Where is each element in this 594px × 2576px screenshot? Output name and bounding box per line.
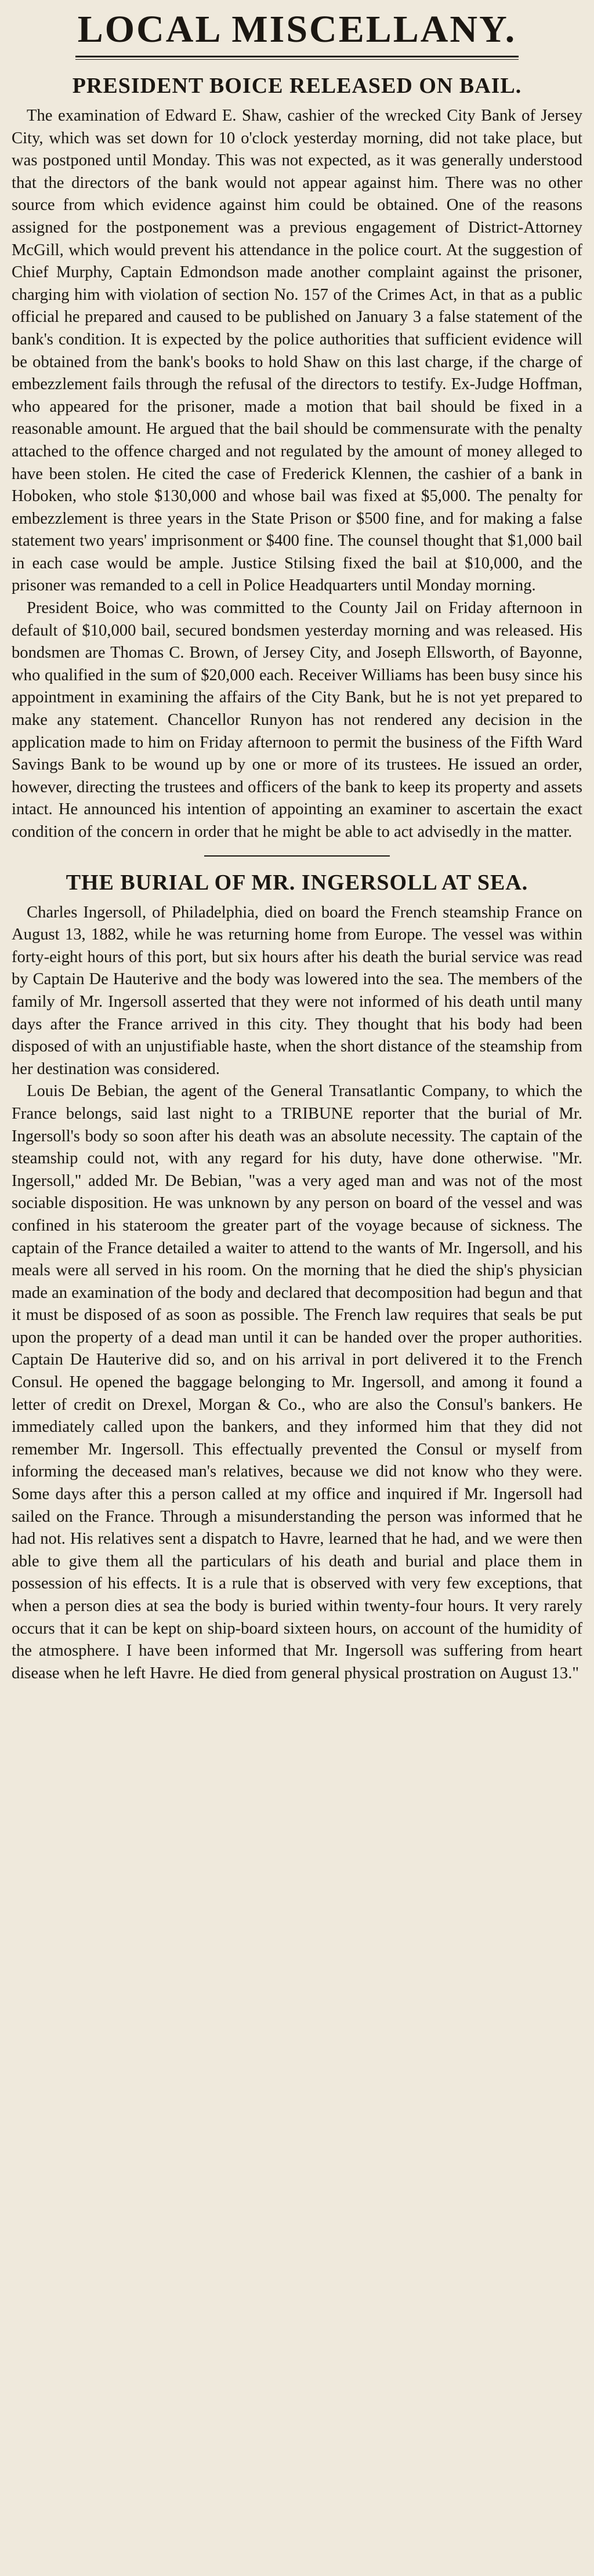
article-ingersoll (12, 869, 582, 1685)
article-body (12, 902, 582, 1685)
article-paragraph: Louis De Bebian, the agent of the General Transatlantic Company, to which the France belongs, said last night to a TRIBUNE reporter that the burial of Mr. Ingersoll's body so soon after his death was an absolute necessity. The captain of the steamship could not, with any regard for his duty, have done otherwise. "Mr. Ingersoll," added Mr. De Bebian, "was a very aged man and was not of the most sociable disposition. He was unknown by any person on board of the vessel and was confined in his stateroom the greater part of the voyage because of sickness. The captain of the France detailed a waiter to attend to the wants of Mr. Ingersoll, and his meals were all served in his room. On the morning that he died the ship's physician made an examination of the body and declared that decomposition had begun and that it must be disposed of as soon as possible. The French law requires that seals be put upon the property of a dead man until it can be handed over the proper authorities. Captain De Hauterive did so, and on his arrival in port delivered it to the French Consul. He opened the baggage belonging to Mr. Ingersoll, and among it found a letter of credit on Drexel, Morgan & Co., who are also the Consul's bankers. He immediately called upon the bankers, and they informed him that they did not remember Mr. Ingersoll. This effectually prevented the Consul or myself from informing the deceased man's relatives, because we did not know who they were. Some days after this a person called at my office and inquired if Mr. Ingersoll had sailed on the France. Through a misunderstanding the person was informed that he had not. His relatives sent a dispatch to Havre, learned that he had, and we were then able to give them all the particulars of his death and burial and place them in possession of his effects. It is a rule that is observed with very few exceptions, that when a person dies at sea the body is buried within twenty-four hours. It very rarely occurs that it can be kept on ship-board sixteen hours, on account of the humidity of the atmosphere. I have been informed that Mr. Ingersoll was suffering from heart disease when he left Havre. He died from general physical prostration on August 13." (12, 1082, 582, 1682)
article-headline: PRESIDENT BOICE RELEASED ON BAIL. (72, 74, 522, 98)
article-paragraph: Charles Ingersoll, of Philadelphia, died on board the French steamship France on August 13, 1882, while he was returning home from Europe. The vessel was within forty-eight hours of this port, but six hours after his death the burial service was read by Captain De Hauterive and the body was lowered into the sea. The members of the family of Mr. Ingersoll asserted that they were not informed of his death until many days after the France arrived in this city. They thought that his body had been disposed of with an unjustifiable haste, when the short distance of the steamship from her destination was considered. (12, 903, 582, 1078)
article-headline: THE BURIAL OF MR. INGERSOLL AT SEA. (66, 870, 528, 895)
article-boice (12, 72, 582, 844)
section-divider (75, 56, 519, 60)
article-paragraph: The examination of Edward E. Shaw, cashier of the wrecked City Bank of Jersey City, which was set down for 10 o'clock yesterday morning, did not take place, but was postponed until Monday. This was not expected, as it was generally understood that the directors of the bank would not appear against him. There was no other source from which evidence against him could be obtained. One of the reasons assigned for the postponement was a previous engagement of District-Attorney McGill, which would prevent his attendance in the police court. At the suggestion of Chief Murphy, Captain Edmondson made another complaint against the prisoner, charging him with violation of section No. 157 of the Crimes Act, in that as a public official he prepared and caused to be published on January 3 a false statement of the bank's condition. It is expected by the police authorities that sufficient evidence will be obtained from the bank's books to hold Shaw on this last charge, if the charge of embezzlement fails through the refusal of the directors to testify. Ex-Judge Hoffman, who appeared for the prisoner, made a motion that bail should be fixed in a reasonable amount. He argued that the bail should be commensurate with the penalty attached to the offence charged and not regulated by the amount of money alleged to have been stolen. He cited the case of Frederick Klennen, the cashier of a bank in Hoboken, who stole $130,000 and whose bail was fixed at $5,000. The penalty for embezzlement is three years in the State Prison or $500 fine, and for making a false statement two years' imprisonment or $400 fine. The counsel thought that $1,000 bail in each case would be ample. Justice Stilsing fixed the bail at $10,000, and the prisoner was remanded to a cell in Police Headquarters until Monday morning. (12, 107, 582, 595)
article-divider (204, 855, 390, 857)
article-body (12, 105, 582, 844)
article-paragraph: President Boice, who was committed to the County Jail on Friday afternoon in default of $10,000 bail, secured bondsmen yesterday morning and was released. His bondsmen are Thomas C. Brown, of Jersey City, and Joseph Ellsworth, of Bayonne, who qualified in the sum of $20,000 each. Receiver Williams has been busy since his appointment in examining the affairs of the City Bank, but he is not yet prepared to make any statement. Chancellor Runyon has not rendered any decision in the application made to him on Friday afternoon to permit the business of the Fifth Ward Savings Bank to be wound up by one or more of its trustees. He issued an order, however, directing the trustees and officers of the bank to keep its property and assets intact. He announced his intention of appointing an examiner to ascertain the exact condition of the concern in order that he might be able to act advisedly in the matter. (12, 599, 582, 841)
section-title: LOCAL MISCELLANY. (77, 8, 517, 50)
